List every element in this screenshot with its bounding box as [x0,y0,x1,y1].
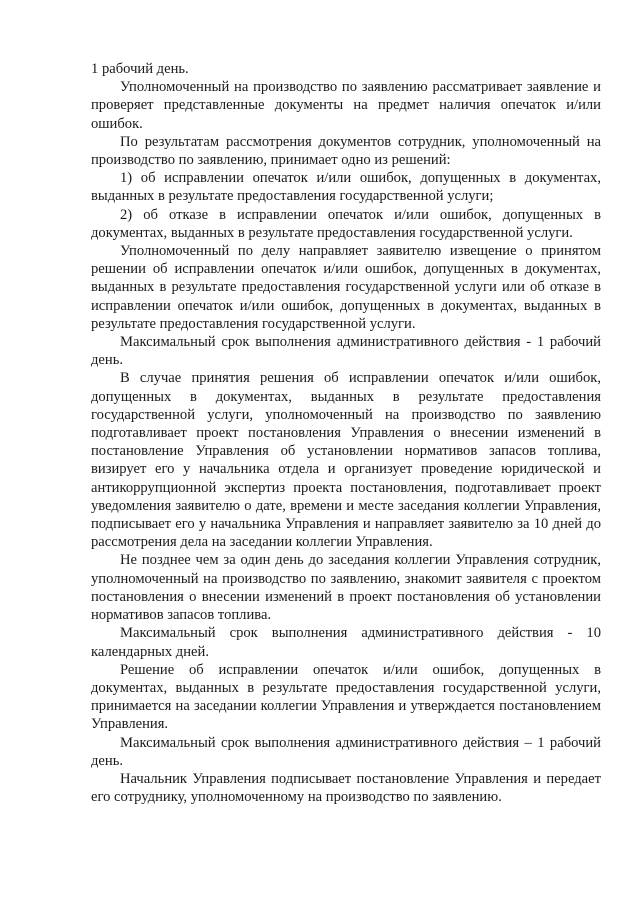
paragraph: Максимальный срок выполнения административного действия – 1 рабочий день. [91,734,601,769]
paragraph: Уполномоченный на производство по заявлению рассматривает заявление и проверяет представленные документы на предмет наличия опечаток и/или ошибок. [91,79,601,132]
paragraph: Уполномоченный по делу направляет заявителю извещение о принятом решении об исправлении опечаток и/или ошибок, допущенных в документах, выданных в результате предоставления государственной услуги или об отказе в исправлении опечаток и/или ошибок, допущенных в документах, выданных в результате предоставления государственной услуги. [91,243,601,332]
paragraph: 2) об отказе в исправлении опечаток и/или ошибок, допущенных в документах, выданных в результате предоставления государственной услуги. [91,206,601,241]
paragraph: По результатам рассмотрения документов сотрудник, уполномоченный на производство по заявлению, принимает одно из решений: [91,133,601,169]
paragraph: Не позднее чем за один день до заседания коллегии Управления сотрудник, уполномоченный на производство по заявлению, знакомит заявителя с проектом постановления о внесении изменений в проект постановления об установлении нормативов запасов топлива. [91,552,601,624]
paragraph: 1 рабочий день. [91,61,189,77]
paragraph: Максимальный срок выполнения административного действия - 1 рабочий день. [91,334,601,369]
paragraph: В случае принятия решения об исправлении опечаток и/или ошибок, допущенных в документах, выданных в результате предоставления государственной услуги, уполномоченный на производство по заявлению подготавливает проект постановления Управления о внесении изменений в постановление Управления об установлении нормативов запасов топлива, визирует его у начальника отдела и организует проведение юридической и антикоррупционной экспертиз проекта постановления, подготавливает проект уведомления заявителю о дате, времени и месте заседания коллегии Управления, подписывает его у начальника Управления и направляет заявителю за 10 дней до рассмотрения дела на заседании коллегии Управления. [91,370,601,551]
paragraph: 1) об исправлении опечаток и/или ошибок, допущенных в документах, выданных в результате предоставления государственной услуги; [91,170,601,205]
paragraph: Начальник Управления подписывает постановление Управления и передает его сотруднику, уполномоченному на производство по заявлению. [91,770,601,806]
paragraph: Максимальный срок выполнения административного действия - 10 календарных дней. [91,625,601,660]
paragraph: Решение об исправлении опечаток и/или ошибок, допущенных в документах, выданных в результате предоставления государственной услуги, принимается на заседании коллегии Управления и утверждается постановлением Управления. [91,661,601,733]
document-body [91,60,601,806]
